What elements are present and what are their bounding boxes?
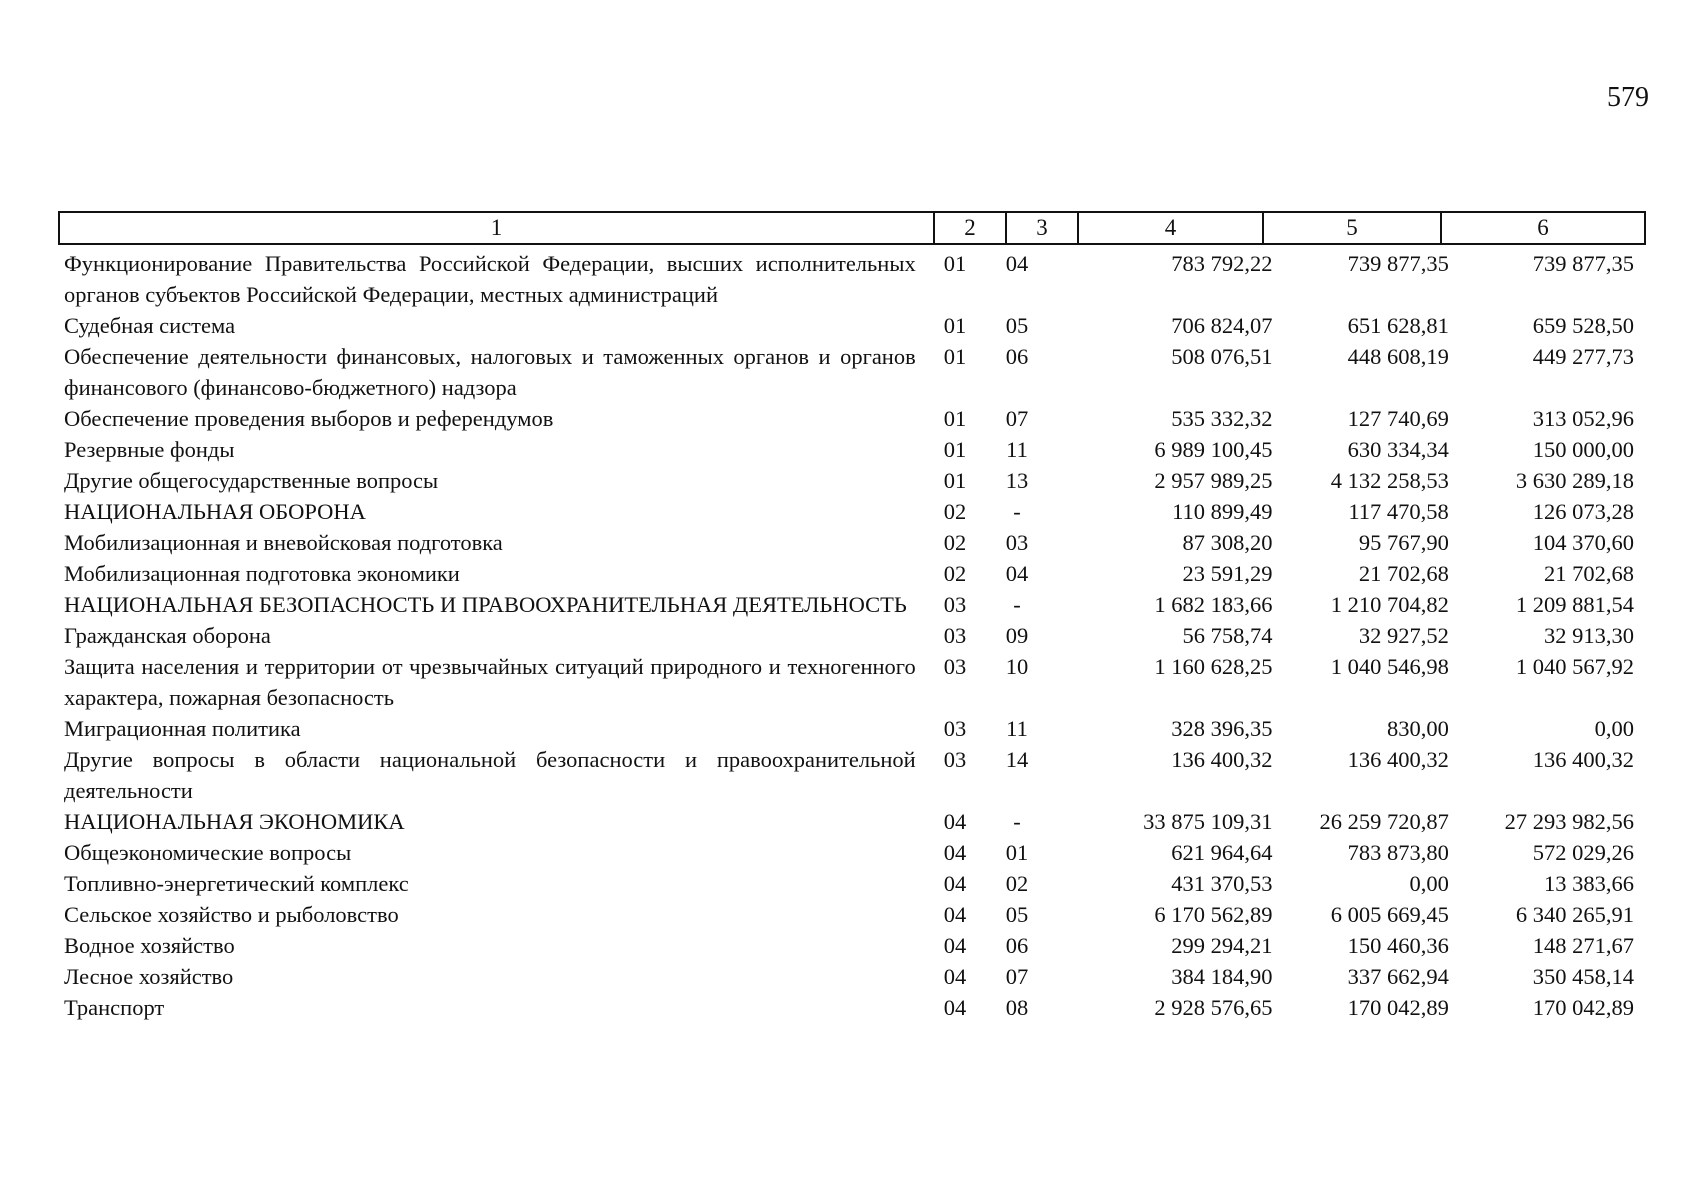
row-subsection: 11 (1006, 716, 1028, 741)
row-name: Другие вопросы в области национальной безопасности и правоохранительной деятельности (64, 747, 916, 803)
row-name: НАЦИОНАЛЬНАЯ БЕЗОПАСНОСТЬ И ПРАВООХРАНИТЕЛЬНАЯ ДЕЯТЕЛЬНОСТЬ (64, 592, 907, 617)
table-row (64, 713, 1634, 744)
row-name: Гражданская оборона (64, 623, 271, 648)
row-value-col5: 448 608,19 (1347, 344, 1449, 369)
table-row (64, 620, 1634, 651)
row-value-col4: 508 076,51 (1171, 344, 1273, 369)
row-name: Лесное хозяйство (64, 964, 234, 989)
table-row (64, 527, 1634, 558)
row-section: 01 (943, 344, 967, 369)
row-subsection: 07 (1005, 964, 1029, 989)
row-section: 04 (943, 995, 967, 1020)
row-name: НАЦИОНАЛЬНАЯ ОБОРОНА (64, 499, 366, 524)
table-row (64, 558, 1634, 589)
row-section: 04 (943, 809, 967, 834)
row-value-col4: 1 682 183,66 (1154, 592, 1273, 617)
row-value-col5: 0,00 (1409, 871, 1449, 896)
row-value-col6: 21 702,68 (1544, 561, 1635, 586)
row-value-col6: 3 630 289,18 (1515, 468, 1635, 493)
table-row (64, 310, 1634, 341)
row-value-col6: 350 458,14 (1532, 964, 1635, 989)
row-value-col6: 739 877,35 (1532, 251, 1635, 276)
row-section: 04 (943, 933, 967, 958)
header-col-1: 1 (60, 213, 935, 243)
row-value-col5: 4 132 258,53 (1330, 468, 1449, 493)
row-value-col4: 328 396,35 (1171, 716, 1273, 741)
row-section: 04 (943, 840, 967, 865)
row-section: 03 (943, 623, 967, 648)
row-name: Мобилизационная и вневойсковая подготовка (64, 530, 503, 555)
row-subsection: 11 (1006, 437, 1028, 462)
row-subsection: 08 (1005, 995, 1029, 1020)
row-section: 03 (943, 592, 967, 617)
row-subsection: 10 (1005, 654, 1029, 679)
row-value-col5: 337 662,94 (1347, 964, 1449, 989)
row-value-col4: 706 824,07 (1171, 313, 1273, 338)
row-value-col4: 6 170 562,89 (1154, 902, 1273, 927)
row-value-col4: 535 332,32 (1171, 406, 1273, 431)
row-value-col5: 783 873,80 (1347, 840, 1449, 865)
row-section: 02 (943, 530, 967, 555)
row-value-col6: 13 383,66 (1544, 871, 1635, 896)
row-subsection: 13 (1005, 468, 1029, 493)
row-subsection: - (1013, 592, 1021, 617)
row-subsection: - (1013, 499, 1021, 524)
row-section: 03 (943, 716, 967, 741)
row-name: Обеспечение проведения выборов и референдумов (64, 406, 554, 431)
row-value-col5: 739 877,35 (1347, 251, 1449, 276)
row-value-col4: 136 400,32 (1171, 747, 1273, 772)
header-col-2: 2 (935, 213, 1007, 243)
row-subsection: 07 (1005, 406, 1029, 431)
row-value-col4: 384 184,90 (1171, 964, 1273, 989)
row-value-col6: 32 913,30 (1544, 623, 1635, 648)
row-section: 04 (943, 964, 967, 989)
row-section: 04 (943, 902, 967, 927)
row-value-col6: 572 029,26 (1532, 840, 1635, 865)
row-value-col4: 2 957 989,25 (1154, 468, 1273, 493)
row-section: 04 (943, 871, 967, 896)
row-value-col5: 26 259 720,87 (1319, 809, 1449, 834)
row-section: 01 (943, 406, 967, 431)
row-section: 02 (943, 499, 967, 524)
row-value-col4: 783 792,22 (1171, 251, 1273, 276)
row-subsection: 04 (1005, 251, 1029, 276)
row-value-col4: 33 875 109,31 (1143, 809, 1273, 834)
row-name: Миграционная политика (64, 716, 301, 741)
row-value-col6: 449 277,73 (1532, 344, 1635, 369)
table-row (64, 930, 1634, 961)
row-value-col6: 6 340 265,91 (1515, 902, 1635, 927)
row-name: Мобилизационная подготовка экономики (64, 561, 460, 586)
row-value-col5: 630 334,34 (1347, 437, 1449, 462)
table-row (64, 744, 1634, 806)
table-row (64, 341, 1634, 403)
row-value-col6: 136 400,32 (1532, 747, 1635, 772)
row-name: Резервные фонды (64, 437, 235, 462)
row-value-col5: 127 740,69 (1347, 406, 1449, 431)
header-col-3: 3 (1007, 213, 1079, 243)
row-subsection: 06 (1005, 344, 1029, 369)
row-subsection: 14 (1005, 747, 1029, 772)
row-subsection: 04 (1005, 561, 1029, 586)
table-row (64, 806, 1634, 837)
row-value-col6: 27 293 982,56 (1504, 809, 1635, 834)
table-row (64, 403, 1634, 434)
row-value-col6: 1 040 567,92 (1515, 654, 1635, 679)
row-section: 03 (943, 747, 967, 772)
row-subsection: 05 (1005, 313, 1029, 338)
row-value-col4: 2 928 576,65 (1154, 995, 1273, 1020)
table-header (58, 211, 1646, 245)
row-name: Обеспечение деятельности финансовых, налоговых и таможенных органов и органов финансового (финансово-бюджетного) надзора (64, 344, 916, 400)
row-name: Общеэкономические вопросы (64, 840, 352, 865)
row-value-col6: 1 209 881,54 (1515, 592, 1635, 617)
row-value-col4: 1 160 628,25 (1154, 654, 1273, 679)
row-section: 01 (943, 437, 967, 462)
row-name: Транспорт (64, 995, 165, 1020)
row-subsection: 05 (1005, 902, 1029, 927)
row-name: Функционирование Правительства Российской Федерации, высших исполнительных органов субъектов Российской Федерации, местных администраций (64, 251, 916, 307)
row-value-col4: 621 964,64 (1171, 840, 1273, 865)
header-col-6: 6 (1537, 215, 1549, 240)
table-row (64, 248, 1634, 310)
row-value-col5: 21 702,68 (1358, 561, 1449, 586)
row-value-col6: 313 052,96 (1532, 406, 1635, 431)
row-value-col6: 104 370,60 (1532, 530, 1635, 555)
row-value-col6: 170 042,89 (1532, 995, 1635, 1020)
table-row (64, 434, 1634, 465)
table-row (64, 589, 1634, 620)
row-value-col6: 126 073,28 (1532, 499, 1635, 524)
row-value-col4: 87 308,20 (1182, 530, 1273, 555)
row-name: Другие общегосударственные вопросы (64, 468, 439, 493)
row-subsection: 02 (1005, 871, 1029, 896)
row-value-col5: 95 767,90 (1358, 530, 1449, 555)
row-value-col6: 148 271,67 (1532, 933, 1635, 958)
row-value-col6: 659 528,50 (1532, 313, 1635, 338)
row-value-col5: 170 042,89 (1347, 995, 1449, 1020)
table-row (64, 992, 1634, 1023)
row-subsection: 03 (1005, 530, 1029, 555)
row-name: Защита населения и территории от чрезвычайных ситуаций природного и техногенного характера, пожарная безопасность (64, 654, 916, 710)
row-subsection: 01 (1005, 840, 1029, 865)
table-row (64, 837, 1634, 868)
table-row (64, 899, 1634, 930)
row-subsection: 06 (1005, 933, 1029, 958)
row-value-col4: 110 899,49 (1172, 499, 1273, 524)
table-row (64, 651, 1634, 713)
row-name: Сельское хозяйство и рыболовство (64, 902, 399, 927)
row-name: Судебная система (64, 313, 236, 338)
row-value-col4: 56 758,74 (1182, 623, 1273, 648)
page-number: 579 (1607, 82, 1649, 113)
table-row (64, 868, 1634, 899)
row-value-col5: 6 005 669,45 (1330, 902, 1449, 927)
row-value-col5: 651 628,81 (1347, 313, 1449, 338)
row-value-col5: 1 210 704,82 (1330, 592, 1449, 617)
row-value-col4: 6 989 100,45 (1154, 437, 1273, 462)
row-value-col5: 1 040 546,98 (1330, 654, 1449, 679)
table-row (64, 961, 1634, 992)
table-body (64, 248, 1634, 1023)
row-value-col5: 32 927,52 (1358, 623, 1449, 648)
row-value-col4: 431 370,53 (1171, 871, 1273, 896)
row-section: 03 (943, 654, 967, 679)
row-value-col5: 150 460,36 (1347, 933, 1449, 958)
header-col-4: 4 (1079, 213, 1264, 243)
row-name: НАЦИОНАЛЬНАЯ ЭКОНОМИКА (64, 809, 405, 834)
row-name: Водное хозяйство (64, 933, 235, 958)
row-section: 01 (943, 468, 967, 493)
row-value-col4: 23 591,29 (1182, 561, 1273, 586)
row-value-col5: 117 470,58 (1348, 499, 1449, 524)
row-section: 02 (943, 561, 967, 586)
row-section: 01 (943, 251, 967, 276)
header-col-5: 5 (1264, 213, 1442, 243)
row-name: Топливно-энергетический комплекс (64, 871, 409, 896)
row-section: 01 (943, 313, 967, 338)
row-subsection: - (1013, 809, 1021, 834)
row-subsection: 09 (1005, 623, 1029, 648)
row-value-col6: 0,00 (1594, 716, 1635, 741)
table-row (64, 496, 1634, 527)
row-value-col5: 830,00 (1386, 716, 1449, 741)
table-row (64, 465, 1634, 496)
row-value-col6: 150 000,00 (1532, 437, 1635, 462)
row-value-col4: 299 294,21 (1171, 933, 1273, 958)
row-value-col5: 136 400,32 (1347, 747, 1449, 772)
